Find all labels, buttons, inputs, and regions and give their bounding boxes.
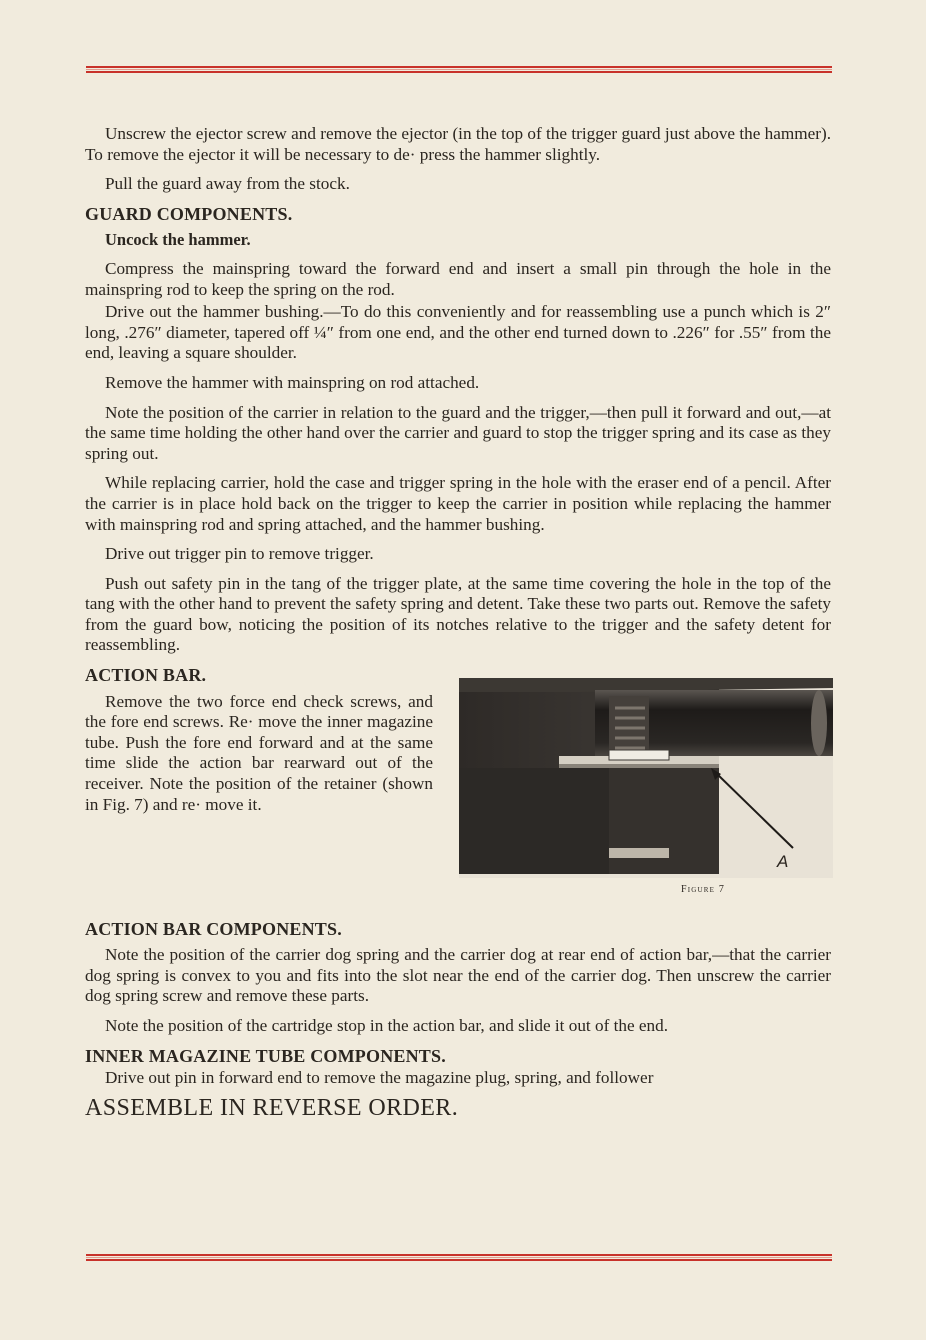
paragraph-replacing-carrier: While replacing carrier, hold the case and trigger spring in the hole with the eraser end of a pencil. After the carrier is in place hold back on the trigger to keep the carrier in position while replacing the hammer with mainspring rod and spring attached, and the hammer bushing.	[85, 473, 831, 534]
top-double-rule	[86, 66, 832, 74]
paragraph-safety-pin: Push out safety pin in the tang of the trigger plate, at the same time covering the hole in the top of the tang with the other hand to prevent the safety spring and detent. Take these two parts out. Remove the safety from the guard bow, noticing the position of its notches relative to the trigger and the safety detent for reassembling.	[85, 573, 831, 655]
paragraph-magazine-plug: Drive out pin in forward end to remove the magazine plug, spring, and follower	[105, 1068, 654, 1088]
subheading-uncock: Uncock the hammer.	[105, 230, 251, 250]
heading-action-bar-components: ACTION BAR COMPONENTS.	[85, 918, 342, 939]
paragraph-action-bar: Remove the two force end check screws, and the fore end screws. Re· move the inner magazine tube. Push the fore end forward and at the same time slide the action bar rearward out of the receiver. Note the position of the retainer (shown in Fig. 7) and re· move it.	[85, 691, 433, 814]
figure-label-a: A	[777, 851, 789, 871]
heading-guard-components: GUARD COMPONENTS.	[85, 203, 293, 224]
paragraph-trigger-pin: Drive out trigger pin to remove trigger.	[105, 544, 374, 564]
paragraph-pull-guard: Pull the guard away from the stock.	[105, 174, 350, 194]
action-bar-section	[85, 692, 831, 912]
paragraph-hammer-bushing: Drive out the hammer bushing.—To do this conveniently and for reassembling use a punch which is 2″ long, .276″ diameter, tapered off ¼″ from one end, and the other end turned down to .226″ for .55″ from the end, leaving a square shoulder.	[85, 302, 831, 363]
paragraph-mainspring: Compress the mainspring toward the forward end and insert a small pin through the hole in the mainspring rod to keep the spring on the rod.	[85, 258, 831, 299]
action-bar-text	[85, 692, 433, 816]
paragraph-carrier: Note the position of the carrier in relation to the guard and the trigger,—then pull it forward and out,—at the same time holding the other hand over the carrier and guard to stop the trigger spring and its case as they spring out.	[85, 402, 831, 463]
heading-inner-magazine: INNER MAGAZINE TUBE COMPONENTS.	[85, 1045, 446, 1066]
bottom-double-rule	[86, 1254, 832, 1262]
paragraph-ejector: Unscrew the ejector screw and remove the ejector (in the top of the trigger guard just above the hammer). To remove the ejector it will be necessary to de· press the hammer slightly.	[85, 124, 831, 164]
figure-7	[459, 678, 833, 902]
figure-7-illustration	[459, 678, 833, 878]
page-content	[85, 124, 831, 1127]
paragraph-carrier-dog: Note the position of the carrier dog spring and the carrier dog at rear end of action bar,—that the carrier dog spring is convex to you and fits into the slot near the end of the carrier dog. Then unscrew the carrier dog spring screw and remove these parts.	[85, 945, 831, 1006]
closing-instruction: ASSEMBLE IN REVERSE ORDER.	[85, 1094, 459, 1121]
figure-caption: Figure 7	[681, 883, 726, 895]
paragraph-remove-hammer: Remove the hammer with mainspring on rod attached.	[105, 372, 480, 392]
paragraph-cartridge-stop: Note the position of the cartridge stop in the action bar, and slide it out of the end.	[105, 1016, 669, 1036]
heading-action-bar: ACTION BAR.	[85, 665, 207, 686]
